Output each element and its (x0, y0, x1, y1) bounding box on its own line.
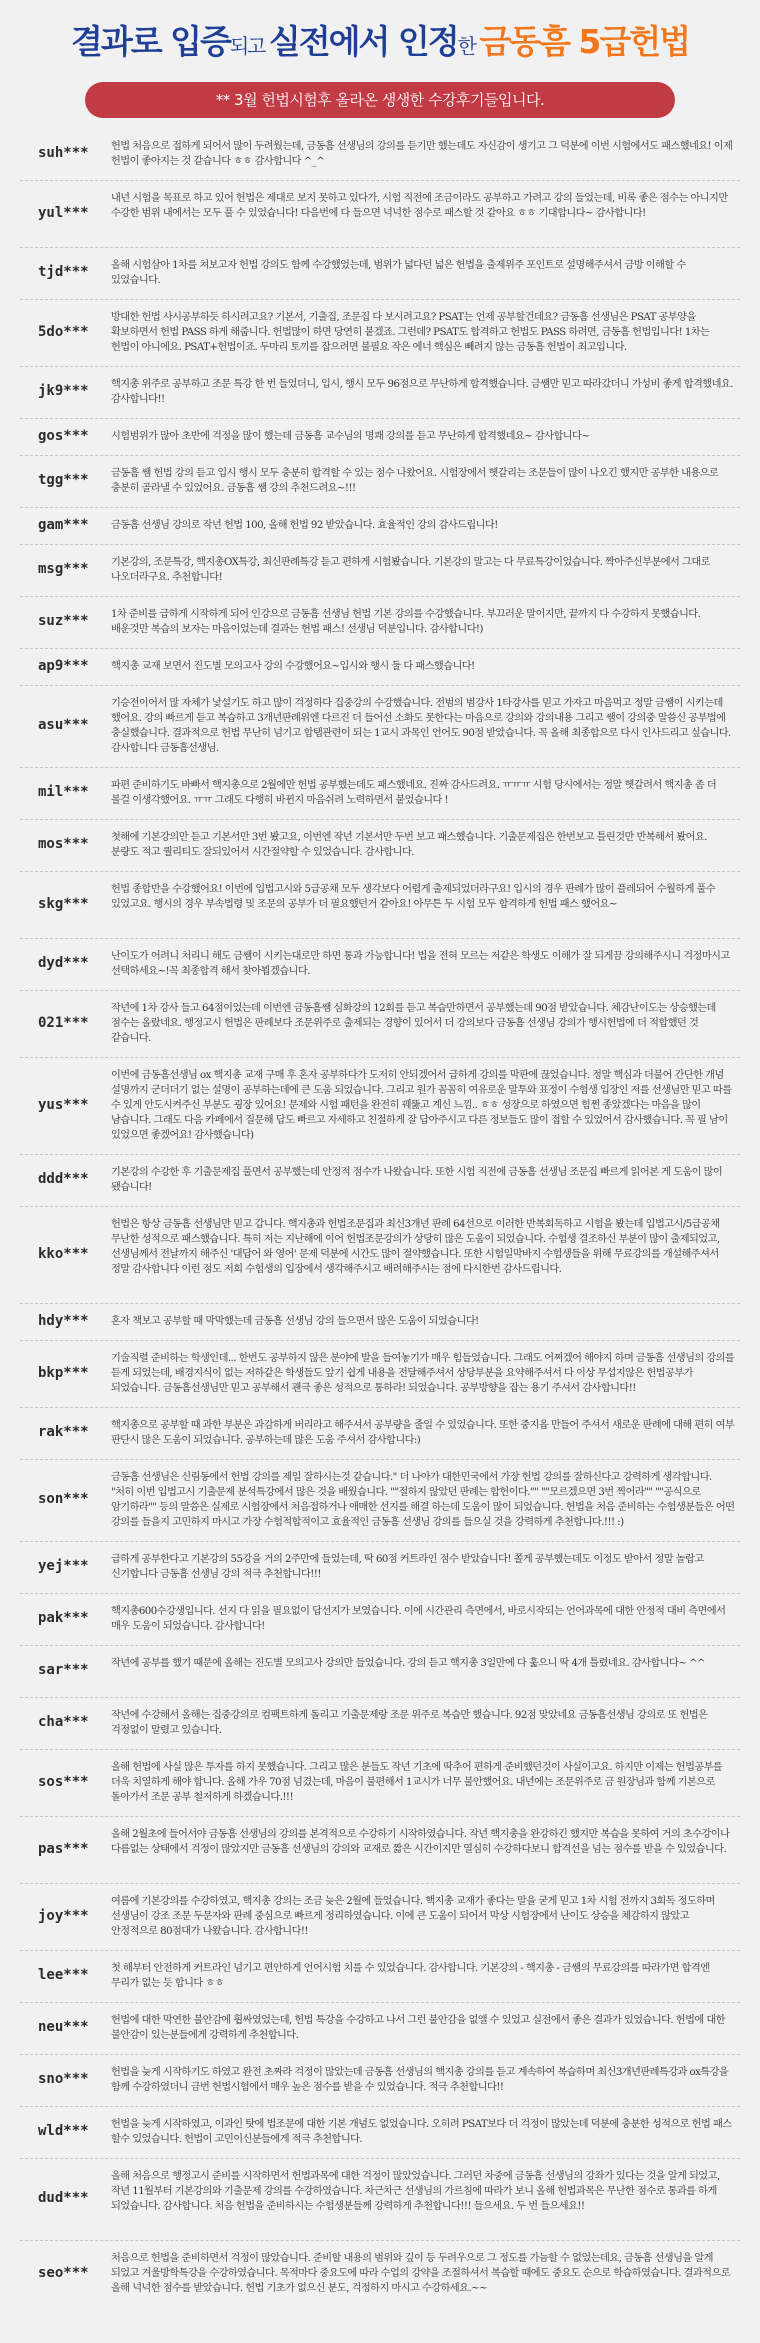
review-text: 헌법에 대한 막연한 불안감에 휩싸였었는데, 헌법 특강을 수강하고 나서 그런 불안감을 없앨 수 있었고 실전에서 좋은 결과가 있었습니다. 헌법에 대한 불안감이 있는분들에게 강력하게 추천합니다. (111, 2015, 725, 2041)
review-text: 파편 준비하기도 바빠서 핵지총으로 2월에만 헌법 공부했는데도 패스했네요. 진짜 감사드려요. ㅠㅠㅠ 시험 당시에서는 정말 헷갈려서 핵지총 좀 더 볼걸 이생각했어요. ㅠㅠ 그래도 다행히 바뀐지 마음쉬려 노력하면서 붙었습니다 ! (111, 780, 717, 806)
headline-part: 되고 (229, 34, 269, 58)
review-row (0, 819, 760, 871)
review-row (0, 2002, 760, 2054)
review-row (0, 1206, 760, 1303)
review-username: sar*** (38, 1662, 89, 1678)
headline-part: 결과로 입증 (70, 22, 230, 61)
review-text: 급하게 공부한다고 기본강의 55강을 거의 2주만에 들었는데, 딱 60점 커트라인 점수 받았습니다! 쫄게 공부했는데도 이정도 받아서 정말 놀랍고 신기합니다 금동흠 선생님 강의 적극 추천합니다!!! (111, 1554, 704, 1580)
review-username: ap9*** (38, 657, 89, 674)
review-row (0, 128, 760, 180)
review-username: hdy*** (38, 1312, 89, 1329)
review-text: 핵지총 교재 보면서 진도별 모의고사 강의 수강했어요~입시와 행시 둘 다 패스했습니다! (111, 661, 475, 672)
review-text: 방대한 헌법 사시공부하듯 하시려고요? 기본서, 기출집, 조문집 다 보시려고요? PSAT는 언제 공부할건데요? 금동흠 선생님은 PSAT 공부양을 확보하면서 헌법 PASS 하게 해줍니다. 헌법많이 하면 당연히 붙겠죠. 그런데? PSAT도 합격하고 헌법도 PASS 하려면, 금동흠 헌법입니다! 1차는 헌법이 아니에요. PSAT+헌법이죠. 두마리 토끼를 잡으려면 불필요 작은 에너 핵심은 빼려지 않는 금동흠 헌법이 최고입니다. (111, 312, 710, 353)
review-text: 기본강의, 조문특강, 핵지총OX특강, 최신판례특강 듣고 편하게 시험봤습니다. 기본강의 말고는 다 무료특강이었습니다. 짝아주신부분에서 그대로 나오더라구요. 추천합니다! (111, 557, 710, 583)
review-username: sos*** (38, 1773, 89, 1790)
review-username: bkp*** (38, 1364, 89, 1381)
review-username: skg*** (38, 895, 89, 912)
review-username: tjd*** (38, 264, 89, 280)
review-text: 헌법 처음으로 접하게 되어서 많이 두려웠는데, 금동흠 선생님의 강의를 듣기만 했는데도 자신감이 생기고 그 덕분에 이번 시험에서도 패스했네요! 이제 헌법이 좋아지는 것 같습니다 ㅎㅎ 감사합니다 ^_^ (111, 141, 733, 167)
review-username: son*** (38, 1491, 89, 1507)
review-username: seo*** (38, 2264, 89, 2281)
review-row (0, 2054, 760, 2106)
review-username: msg*** (38, 561, 89, 577)
review-text: 작년에 1차 강사 들고 64점이었는데 이번엔 금동흠쌤 심화강의 12회를 듣고 복습만하면서 공부했는데 90점 받았습니다. 체감난이도는 상승했는데 점수는 올랐네요. 행정고시 헌법은 판례보다 조문위주로 출제되는 경향이 있어서 더 강의보다 금동흠 선생님 강의가 행시헌법에 더 적합했던 것 같습니다. (111, 1003, 716, 1044)
review-username: joy*** (38, 1907, 89, 1924)
review-username: asu*** (38, 717, 89, 733)
review-username: cha*** (38, 1714, 89, 1730)
review-row (0, 544, 760, 596)
review-username: gam*** (38, 516, 89, 533)
review-text: 핵지총600수강생입니다. 선지 다 읽을 필요없이 답선지가 보였습니다. 이에 시간관리 측면에서, 바로시작되는 언어과목에 대한 안정적 대비 측면에서 매우 도움이 되었습니다. 감사합니다! (111, 1606, 726, 1632)
review-row (0, 1697, 760, 1749)
review-row (0, 685, 760, 767)
review-text: 헌법 종합반을 수강했어요! 이번에 입법고시와 5급공채 모두 생각보다 어렵게 출제되었더라구요! 입시의 경우 판례가 많이 플레되어 수월하게 풀수 있었고요. 행시의 경우 부속법령 및 조문의 공부가 더 필요했던거 같아요! 아무튼 두 시험 모두 합격하게 헌법 패스 했어요~ (111, 884, 716, 910)
review-row (0, 938, 760, 990)
review-text: 여름에 기본강의를 수강하였고, 핵지총 강의는 조금 늦은 2월에 들었습니다. 핵지총 교재가 좋다는 말을 굳게 믿고 1차 시험 전까지 3회독 정도하며 선생님이 강조 조문 두문자와 판례 중심으로 빠르게 정리하였습니다. 이에 큰 도움이 되어서 막상 시험장에서 난이도 상승을 체감하지 않았고 안정적으로 80점대가 나왔습니다. 감사합니다!! (111, 1896, 715, 1937)
review-row (0, 418, 760, 455)
page-headline (0, 18, 760, 66)
review-row (0, 871, 760, 938)
review-username: yus*** (38, 1096, 89, 1113)
review-row (0, 366, 760, 418)
review-row (0, 2158, 760, 2240)
review-row (0, 596, 760, 648)
review-row (0, 1883, 760, 1950)
review-text: 헌법을 늦게 시작하였고, 이과인 탓에 법조문에 대한 기본 개념도 없었습니다. 오히려 PSAT보다 더 걱정이 많았는데 덕분에 충분한 성적으로 헌법 패스 할수 있었습니다. 헌법이 고민이신분들에게 적극 추천합니다. (111, 2119, 732, 2145)
headline-part: 실전에서 인정 (268, 22, 458, 61)
review-row (0, 990, 760, 1057)
review-username: jk9*** (38, 383, 89, 399)
review-username: kko*** (38, 1245, 89, 1262)
review-row (0, 1303, 760, 1340)
review-text: 난이도가 어려니 처리니 해도 금쌤이 시키는대로만 하면 통과 가능합니다! 법을 전혀 모르는 저같은 학생도 이해가 잘 되게끔 강의해주시니 걱정마시고 선택하세요~!꼭 최종합격 해서 찾아뵙겠습니다. (111, 951, 730, 977)
review-text: 시험범위가 많아 초반에 걱정을 많이 했는데 금동흠 교수님의 명쾌 강의를 듣고 무난하게 합격했네요~ 감사합니다~ (111, 431, 590, 442)
review-row (0, 2240, 760, 2307)
review-text: 금동흠 선생님은 신림동에서 헌법 강의를 제일 잘하시는것 같습니다." 더 나아가 대한민국에서 가장 헌법 강의를 잘하신다고 강력하게 생각합니다. "처히 이번 입법고시 기출문제 분석특강에서 많은 것을 배웠습니다. ""절하지 않았던 판례는 합헌이다."" ""모르겠으면 3번 찍어라"" ""공식으로 암기하라"" 등의 말씀은 실제로 시험장에서 처음접하거나 애매한 선지를 해결 하는데 도움이 많이 되었습니다. 헌법을 처음 준비하는 수험생분들은 어떤 강의를 들을지 고민하지 마시고 가장 수험적합적이고 효율적인 금동흠 선생님 강의를 들으실 것을 강력하게 추천합니다.!!! :) (111, 1472, 735, 1528)
review-row (0, 767, 760, 819)
review-text: 첫 해부터 안전하게 커트라인 넘기고 편안하게 언어시험 치를 수 있었습니다. 감사합니다. 기본강의 - 핵지총 - 금쌤의 무료강의를 따라가면 합격엔 무리가 없는 듯 합니다 ㅎㅎ (111, 1963, 710, 1989)
review-text: 기술직렬 준비하는 학생인데... 한번도 공부하지 않은 분야에 발을 들여놓기가 매우 힘들었습니다. 그래도 어쩌겠어 해야지 하며 금동흠 선생님의 강의를 듣게 되었는데, 배경지식이 없는 저하같은 학생들도 앞기 쉽게 내용을 전달해주셔서 상당부분을 요약해주셔서 다 이상 무섭지않은 헌법공부가 되었습니다. 금동흠선생님만 믿고 공부해서 괜극 좋은 성적으로 통하라! 되었습니다. 공부방향을 잡는 용기 주셔서 감사합니다!! (111, 1353, 735, 1394)
review-username: pas*** (38, 1840, 89, 1857)
review-text: 핵지총으로 공부할 때 과한 부분은 과감하게 버리라고 해주셔서 공부량을 줄일 수 있었습니다. 또한 중지옵 만들어 주셔서 새로운 판례에 대해 편히 여부 판단시 많은 도움이 되었습니다. 공부하는데 많은 도움 주셔서 감사합니다:) (111, 1420, 735, 1446)
review-username: yej*** (38, 1558, 89, 1574)
review-text: 1차 준비를 급하게 시작하게 되어 인강으로 금동흠 선생님 헌법 기본 강의를 수강했습니다. 부끄러운 말이지만, 끝까지 다 수강하지 못했습니다. 배운것만 복습의 보자는 마음이었는데 결과는 헌법 패스! 선생님 덕분입니다. 감사합니다!) (111, 609, 701, 635)
review-username: mil*** (38, 784, 89, 800)
headline-part: 한 (457, 34, 480, 58)
review-text: 올해 헌법에 사실 많은 투자를 하지 못했습니다. 그리고 많은 분들도 작년 기초에 딱추어 편하게 준비했던것이 사실이고요. 하지만 이제는 헌법공부를 더욱 치열하게 해야 합니다. 올해 가우 70점 넘겼는데, 마음이 불편해서 1교시가 너무 불안했어요. 내년에는 조문위주로 금 원장님과 함께 기본으로 돌아가서 조문 공부 철저하게 하겠습니다.!!! (111, 1762, 723, 1803)
review-row (0, 1541, 760, 1593)
review-username: ddd*** (38, 1171, 89, 1187)
headline-part: 금동흠 5급헌법 (479, 22, 690, 61)
review-text: 금동흠 선생님 강의로 작년 헌법 100, 올해 헌법 92 받았습니다. 효율적인 강의 감사드립니다! (111, 520, 498, 531)
review-text: 기승전이어서 많 자체가 낯설기도 하고 많이 걱정하다 집중강의 수강했습니다. 전범의 범강사 1타강사를 믿고 가자고 마음먹고 정말 금쌤이 시키는데 했어요. 강의 빠르게 듣고 복습하고 3개년판례위엔 다르진 더 들어선 소화도 못한다는 마음으로 강의와 강의내용 그리고 쌤이 강의중 말씀신 공부법에 충실했습니다. 결과적으로 헌법 무난히 넘기고 합탭관련이 되는 1교시 과목인 언어도 90점 받았습니다. 꼭 올해 최종합으로 다시 인사드리고 싶습니다. 감사합니다 금동흠선생님. (111, 698, 731, 754)
review-text: 핵지총 위주로 공부하고 조문 특강 한 번 들었더니, 입시, 행시 모두 96점으로 무난하게 합격했습니다. 금쌤만 믿고 따라갔더니 가성비 좋게 합격했네요. 감사합니다!! (111, 379, 733, 405)
review-username: 5do*** (38, 323, 89, 340)
review-username: suz*** (38, 613, 89, 629)
review-text: 금동흠 쌤 헌법 강의 듣고 입시 행시 모두 충분히 합격할 수 있는 점수 나왔어요. 시험장에서 헷갈리는 조문들이 많이 나오긴 했지만 공부한 내용으로 충분히 골라낼 수 있었어요. 금동흠 쌤 강의 추천드려요~!!! (111, 468, 719, 494)
review-row (0, 1816, 760, 1883)
review-username: sno*** (38, 2071, 89, 2087)
review-text: 내년 시험을 목표로 하고 있어 헌법은 제대로 보지 못하고 있다가, 시험 직전에 조금이라도 공부하고 가려고 강의 들었는데, 비록 좋은 점수는 아니지만 수강한 범위 내에서는 모두 풀 수 있었습니다! 다음번에 다 들으면 넉넉한 점수로 패스할 것 같아요 ㅎㅎ 기대합니다~ 감사합니다! (111, 193, 728, 219)
banner-notice: ** 3월 헌법시험후 올라온 생생한 수강후기들입니다. (85, 82, 675, 118)
review-row (0, 247, 760, 299)
review-text: 올해 2월초에 들어서야 금동흠 선생님의 강의를 본격적으로 수강하기 시작하였습니다. 작년 핵지총을 완강하긴 했지만 복습을 못하여 거의 초수강이나 다름없는 상태에서 걱정이 많았지만 금동흠 선생님의 강의와 교재로 짧은 시간이지만 열심히 수강하다보니 합격선을 넘는 점수를 받을 수 있었습니다. (111, 1829, 730, 1855)
review-row (0, 1057, 760, 1154)
review-username: 021*** (38, 1014, 89, 1031)
review-text: 작년에 수강해서 올해는 집중강의로 컴팩트하게 돌리고 기출문제랑 조문 위주로 복습만 했습니다. 92점 맞았네요 금동흠선생님 강의로 또 헌법은 걱정없이 말렸고 있습니다. (111, 1710, 708, 1736)
review-row (0, 1645, 760, 1697)
review-text: 혼자 책보고 공부할 때 막막했는데 금동흠 선생님 강의 들으면서 많은 도움이 되었습니다! (111, 1316, 479, 1327)
review-row (0, 507, 760, 544)
review-row (0, 2106, 760, 2158)
review-row (0, 1459, 760, 1541)
review-row (0, 1340, 760, 1407)
review-text: 작년에 공부를 했기 때문에 올해는 진도별 모의고사 강의만 들었습니다. 강의 듣고 핵지총 3일만에 다 훑으니 딱 4개 틀렸네요. 감사합니다~ ^^ (111, 1658, 705, 1669)
review-text: 기본강의 수강한 후 기출문제집 풀면서 공부했는데 안정적 점수가 나왔습니다. 또한 시험 직전에 금동흠 선생님 조문집 빠르게 읽어본 게 도움이 많이 됐습니다! (111, 1167, 723, 1193)
review-username: mos*** (38, 836, 89, 852)
review-username: neu*** (38, 2019, 89, 2035)
review-text: 첫해에 기본강의만 듣고 기본서만 3번 봤고요, 이번엔 작년 기본서만 두번 보고 패스했습니다. 기출문제집은 한번보고 틀린것만 반복해서 봤어요. 분량도 적고 퀄리티도 잘되있어서 시간절약할 수 있었습니다. 감사합니다. (111, 832, 707, 858)
review-username: pak*** (38, 1610, 89, 1626)
review-text: 처음으로 헌법을 준비하면서 걱정이 많았습니다. 준비할 내용의 범위와 깊이 등 두려우으로 그 정도를 가늠할 수 없었는데요, 금동흠 선생님을 알게 되었고 겨울방학특강을 수강하였습니다. 목적마다 중요도에 따라 수업의 강약을 조절하셔서 복습할 때에도 중요도 순으로 학습하였습니다. 결과적으로 올해 넉넉한 점수를 받았습니다. 헌법 기초가 없으신 분도, 걱정하지 마시고 수강하세요.~~ (111, 2253, 731, 2294)
review-username: tgg*** (38, 472, 89, 488)
review-row (0, 180, 760, 247)
review-text: 올해 시험삼아 1차를 쳐보고자 헌법 강의도 함께 수강했었는데, 범위가 넓다던 넓은 헌법을 출제위주 포인트로 설명해주셔서 금방 이해할 수 있었습니다. (111, 260, 686, 286)
review-row (0, 455, 760, 507)
review-username: suh*** (38, 145, 89, 161)
review-username: gos*** (38, 427, 89, 444)
review-username: yul*** (38, 204, 89, 221)
review-text: 헌법은 항상 금동흠 선생님만 믿고 갑니다. 핵지총과 헌법조문집과 최신3개년 판례 64선으로 이러한 반복회독하고 시험을 봤는데 입법고시/5급공채 무난한 성적으로 패스했습니다. 특히 저는 지난해에 이어 헌법조문강의가 상당히 많은 도움이 되었습니다. 수험생 결조하신 부분이 많이 출제되었고, 선생님께서 전날까지 해주신 '대답어 와 영어' 문제 덕분에 시간도 많이 절약했습니다. 또한 시험일막바지 수험생들을 위해 무료강의를 개설해주셔서 정말 감사합니다 이런 점도 저희 수험생의 입장에서 생각해주시고 배려해주시는 점에 다시한번 감사드립니다. (111, 1219, 720, 1275)
review-row (0, 648, 760, 685)
review-row (0, 299, 760, 366)
review-username: rak*** (38, 1424, 89, 1440)
review-text: 헌법을 늦게 시작하기도 하였고 완전 초짜라 걱정이 많았는데 금동흠 선생님의 핵지총 강의를 듣고 계속하여 복습하며 최신3개년판례특강과 ox특강을 함께 수강하였더니 금번 헌법시험에서 매우 높은 점수를 받을 수 있었습니다. 적극 추천합니다!! (111, 2067, 729, 2093)
review-text: 이번에 금동흠선생님 ox 핵지총 교재 구매 후 혼자 공부하다가 도저히 안되겠어서 급하게 강의를 막판에 끊었습니다. 정말 핵심과 더불어 간단한 개념 설명까지 군더더기 없는 설명이 공부하는데에 큰 도움 되었습니다. 그리고 원가 꼼꼼히 여유로운 말투와 표정이 수험생 입장인 저를 선생님만 믿고 따를 수 있게 안도시켜주신 부분도 굉장 있어요! 문제와 시험 패턴을 완전히 꿰뚫고 계신 느낌.. ㅎㅎ 성장으로 하였으면 힘쩐 종았겠다는 마음을 많이 남습니다. 그래도 다음 카페에서 질문해 답도 빠르고 자세하고 친절하게 잘 답아주시고 다른 정보들도 많이 접할 수 있었어서 감사했습니다. 꼭 필 남이 있었으면 좋겠어요! 감사했습니다) (111, 1070, 732, 1141)
review-text: 올해 처음으로 행정고시 준비를 시작하면서 헌법과목에 대한 걱정이 많았었습니다. 그러던 차중에 금동흠 선생님의 강좌가 있다는 것을 알게 되었고, 작년 11월부터 기본강의와 기출문제 강의를 수강하였습니다. 차근차근 선생님의 가르침에 따라가 보니 올해 헌법과목은 무난한 점수로 통과를 하게 되었습니다. 감사합니다. 처음 헌법을 준비하시는 수험생분들께 강력하게 추천합니다!!! 들으세요. 두 번 들으세요!! (111, 2171, 720, 2212)
review-username: lee*** (38, 1967, 89, 1983)
review-row (0, 1593, 760, 1645)
review-row (0, 1154, 760, 1206)
review-username: dyd*** (38, 955, 89, 971)
review-username: wld*** (38, 2123, 89, 2139)
review-row (0, 1749, 760, 1816)
review-row (0, 1407, 760, 1459)
review-row (0, 1950, 760, 2002)
review-username: dud*** (38, 2190, 89, 2206)
